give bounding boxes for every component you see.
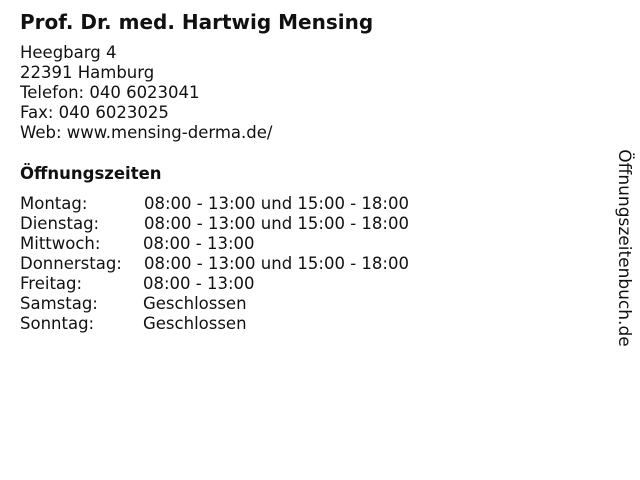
- fax-number: Fax: 040 6023025: [20, 103, 169, 122]
- day-label: Donnerstag:: [20, 254, 122, 273]
- day-label: Sonntag:: [20, 314, 95, 333]
- site-brand-vertical: Öffnungszeitenbuch.de: [614, 149, 634, 347]
- day-label: Montag:: [20, 194, 88, 213]
- contact-block: [20, 43, 272, 143]
- time-value: 08:00 - 13:00 und 15:00 - 18:00: [144, 214, 409, 233]
- time-value: 08:00 - 13:00: [143, 234, 255, 253]
- practice-name: Prof. Dr. med. Hartwig Mensing: [20, 10, 374, 34]
- postal-city: 22391 Hamburg: [20, 63, 155, 82]
- time-value: Geschlossen: [143, 294, 247, 313]
- phone-number: Telefon: 040 6023041: [20, 83, 200, 102]
- time-value: 08:00 - 13:00 und 15:00 - 18:00: [144, 254, 409, 273]
- day-label: Mittwoch:: [20, 234, 101, 253]
- day-label: Dienstag:: [20, 214, 100, 233]
- street-address: Heegbarg 4: [20, 43, 117, 62]
- time-value: 08:00 - 13:00: [143, 274, 255, 293]
- time-value: 08:00 - 13:00 und 15:00 - 18:00: [144, 194, 409, 213]
- website: Web: www.mensing-derma.de/: [20, 123, 273, 142]
- opening-hours-heading: Öffnungszeiten: [20, 164, 162, 183]
- time-value: Geschlossen: [143, 314, 247, 333]
- day-label: Samstag:: [20, 294, 98, 313]
- day-label: Freitag:: [20, 274, 83, 293]
